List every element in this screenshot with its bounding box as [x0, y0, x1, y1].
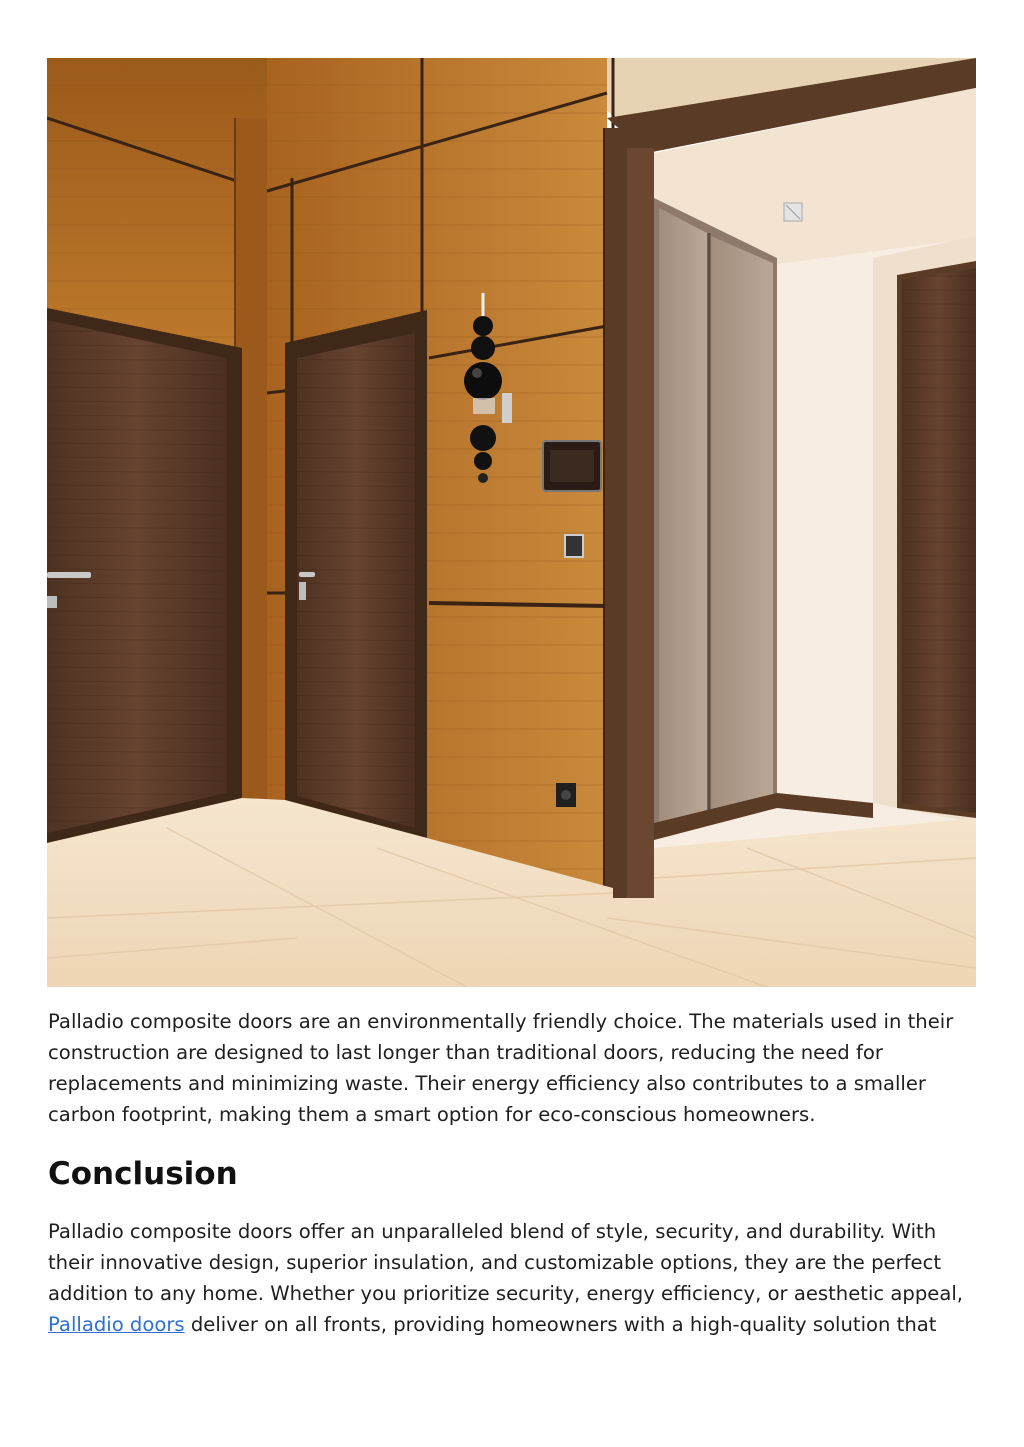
palladio-doors-link[interactable]: Palladio doors [48, 1313, 185, 1336]
paragraph-environment [48, 1006, 978, 1130]
section-heading-conclusion: Conclusion [48, 1156, 238, 1192]
paragraph-conclusion-start: Palladio composite doors offer an unparalleled blend of style, security, and durability. With their innovative design, superior insulation, and customizable options, they are the perfect addition to any home. Whether you prioritize security, energy efficiency, or aesthetic appeal, [48, 1220, 964, 1305]
hallway-illustration [47, 58, 976, 987]
hallway-photo [47, 58, 976, 987]
paragraph-conclusion [48, 1216, 978, 1340]
paragraph-conclusion-text [48, 1216, 978, 1340]
paragraph-conclusion-end: deliver on all fronts, providing homeowners with a high-quality solution that [184, 1313, 937, 1336]
paragraph-environment-text: Palladio composite doors are an environmentally friendly choice. The materials used in their construction are designed to last longer than traditional doors, reducing the need for replacements and minimizing waste. Their energy efficiency also contributes to a smaller carbon footprint, making them a smart option for eco-conscious homeowners. [48, 1010, 954, 1126]
